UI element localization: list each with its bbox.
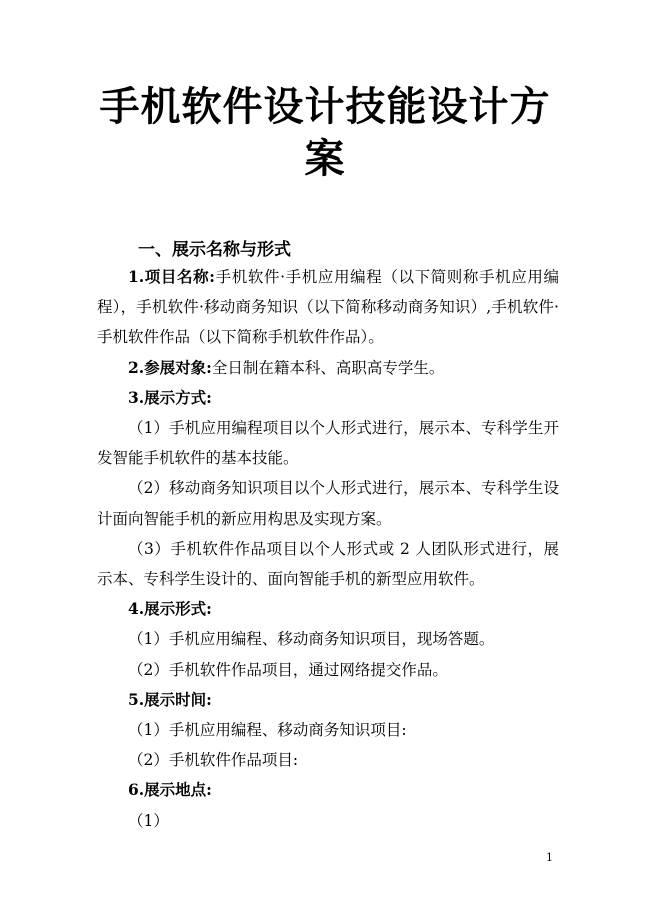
sub-paragraph: （1）手机应用编程、移动商务知识项目: <box>128 721 407 740</box>
item-label: 1.项目名称: <box>128 267 215 286</box>
document-title-line1: 手机软件设计技能设计方 <box>99 84 551 130</box>
item-label: 2.参展对象: <box>128 357 212 377</box>
item-display-method <box>97 383 559 413</box>
section-heading: 一、展示名称与形式 <box>138 240 291 260</box>
item-text: 手机软件·手机应用编程（以下简则称手机应用编程），手机软件·移动商务知识（以下简称移动商务知识）,手机软件·手机软件作品（以下简称手机软件作品）。 <box>97 268 560 347</box>
sub-paragraph: （1） <box>128 811 169 830</box>
sub-paragraph: （1）手机应用编程项目以个人形式进行，展示本、专科学生开发智能手机软件的基本技能。 <box>97 419 559 468</box>
item-display-location-label: 6.展示地点: <box>128 780 212 800</box>
page-number: 1 <box>546 851 553 864</box>
item-participants <box>97 353 559 383</box>
item-display-time-label: 5.展示时间: <box>128 689 212 709</box>
sub-paragraph: （3）手机软件作品项目以个人形式或 2 人团队形式进行，展示本、专科学生设计的、面向智能手机的新型应用软件。 <box>97 539 559 589</box>
sub-paragraph: （2）手机软件作品项目: <box>128 751 299 770</box>
item-project-name <box>97 262 559 353</box>
sub-paragraph: （1）手机应用编程、移动商务知识项目，现场答题。 <box>128 630 495 649</box>
item-text: 全日制在籍本科、高职高专学生。 <box>211 358 445 377</box>
document-body <box>97 262 559 836</box>
sub-paragraph: （2）移动商务知识项目以个人形式进行，展示本、专科学生设计面向智能手机的新应用构思及实现方案。 <box>97 479 559 528</box>
item-display-form-label: 4.展示形式: <box>128 599 212 619</box>
sub-paragraph: （2）手机软件作品项目，通过网络提交作品。 <box>128 660 448 679</box>
document-title-line2: 案 <box>304 136 346 182</box>
item-label: 3.展示方式: <box>128 387 212 407</box>
